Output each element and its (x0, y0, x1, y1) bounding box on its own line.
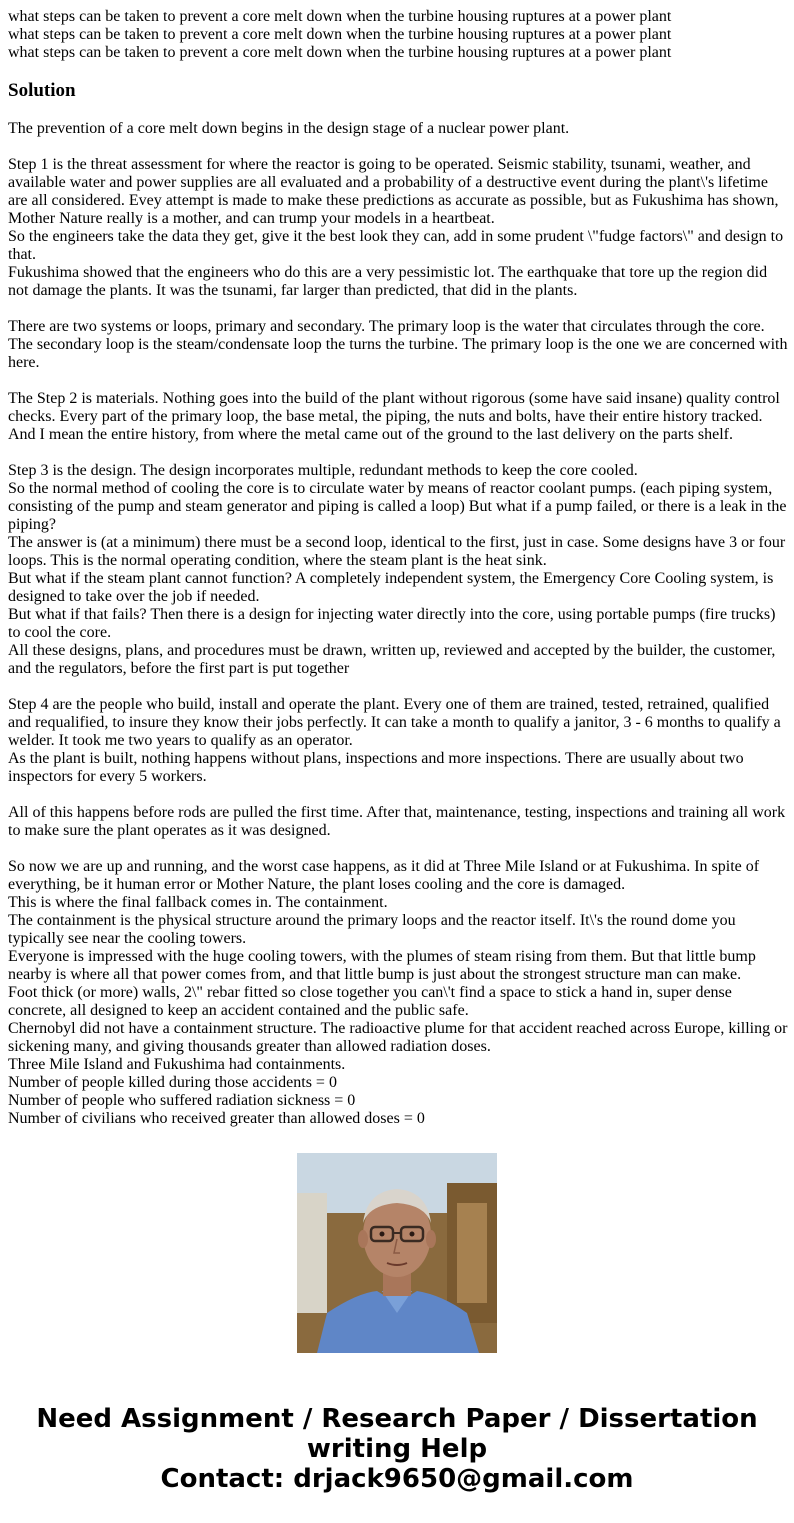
avatar (297, 1153, 497, 1353)
promo-contact: Contact: drjack9650@gmail.com (160, 1464, 634, 1494)
promo-line: writing Help (306, 1434, 488, 1464)
question-line: what steps can be taken to prevent a core melt down when the turbine housing ruptures at a power plant (8, 8, 672, 25)
document-content (8, 8, 788, 1127)
question-line: what steps can be taken to prevent a core melt down when the turbine housing ruptures at a power plant (8, 26, 672, 43)
solution-text: The prevention of a core melt down begins in the design stage of a nuclear power plant. Step 1 is the threat assessment for where the reactor is going to be operated. Seismic stability, tsunami, weather, and available water and power supplies are all evaluated and a probability of a destructive event during the plant\'s lifetime are all considered. Evey attempt is made to make these predictions as accurate as possible, but as Fukushima has shown, Mother Nature really is a mother, and can trump your models in a heartbeat. So the engineers take the data they get, give it the best look they can, add in some prudent \"fudge factors\" and design to that. Fukushima showed that the engineers who do this are a very pessimistic lot. The earthquake that tore up the region did not damage the plants. It was the tsunami, far larger than predicted, that did in the plants. There are two systems or loops, primary and secondary. The primary loop is the water that circulates through the core. The secondary loop is the steam/condensate loop the turns the turbine. The primary loop is the one we are concerned with here. The Step 2 is materials. Nothing goes into the build of the plant without rigorous (some have said insane) quality control checks. Every part of the primary loop, the base metal, the piping, the nuts and bolts, have their entire history tracked. And I mean the entire history, from where the metal came out of the ground to the last delivery on the parts shelf. Step 3 is the design. The design incorporates multiple, redundant methods to keep the core cooled. So the normal method of cooling the core is to circulate water by means of reactor coolant pumps. (each piping system, consisting of the pump and steam generator and piping is called a loop) But what if a pump failed, or there is a leak in the piping? The answer is (at a minimum) there must be a second loop, identical to the first, just in case. Some designs have 3 or four loops. This is the normal operating condition, where the steam plant is the heat sink. But what if the steam plant cannot function? A completely independent system, the Emergency Core Cooling system, is designed to take over the job if needed. But what if that fails? Then there is a design for injecting water directly into the core, using portable pumps (fire trucks) to cool the core. All these designs, plans, and procedures must be drawn, written up, reviewed and accepted by the builder, the customer, and the regulators, before the first part is put together Step 4 are the people who build, install and operate the plant. Every one of them are trained, tested, retrained, qualified and requalified, to insure they know their jobs perfectly. It can take a month to qualify a janitor, 3 - 6 months to qualify a welder. It took me two years to qualify as an operator. As the plant is built, nothing happens without plans, inspections and more inspections. There are usually about two inspectors for every 5 workers. All of this happens before rods are pulled the first time. After that, maintenance, testing, inspections and training all work to make sure the plant operates as it was designed. So now we are up and running, and the worst case happens, as it did at Three Mile Island or at Fukushima. In spite of everything, be it human error or Mother Nature, the plant loses cooling and the core is damaged. This is where the final fallback comes in. The containment. The containment is the physical structure around the primary loops and the reactor itself. It\'s the round dome you typically see near the cooling towers. Everyone is impressed with the huge cooling towers, with the plumes of steam rising from them. But that little bump nearby is where all that power comes from, and that little bump is just about the strongest structure man can make. Foot thick (or more) walls, 2\" rebar fitted so close together you can\'t find a space to stick a hand in, super dense concrete, all designed to keep an accident contained and the public safe. Chernobyl did not have a containment structure. The radioactive plume for that accident reached across Europe, killing or sickening many, and giving thousands greater than allowed radiation doses. Three Mile Island and Fukushima had containments. Number of people killed during those accidents = 0 Number of people who suffered radiation sickness = 0 Number of civilians who received greater than allowed doses = 0 (8, 120, 788, 1127)
solution-heading: Solution (8, 80, 76, 101)
question-block (8, 8, 788, 62)
promo-line: Need Assignment / Research Paper / Dissertation (36, 1404, 758, 1434)
promo-banner (0, 1404, 794, 1494)
question-line: what steps can be taken to prevent a core melt down when the turbine housing ruptures at a power plant (8, 44, 672, 61)
avatar-portrait-icon (297, 1153, 497, 1353)
